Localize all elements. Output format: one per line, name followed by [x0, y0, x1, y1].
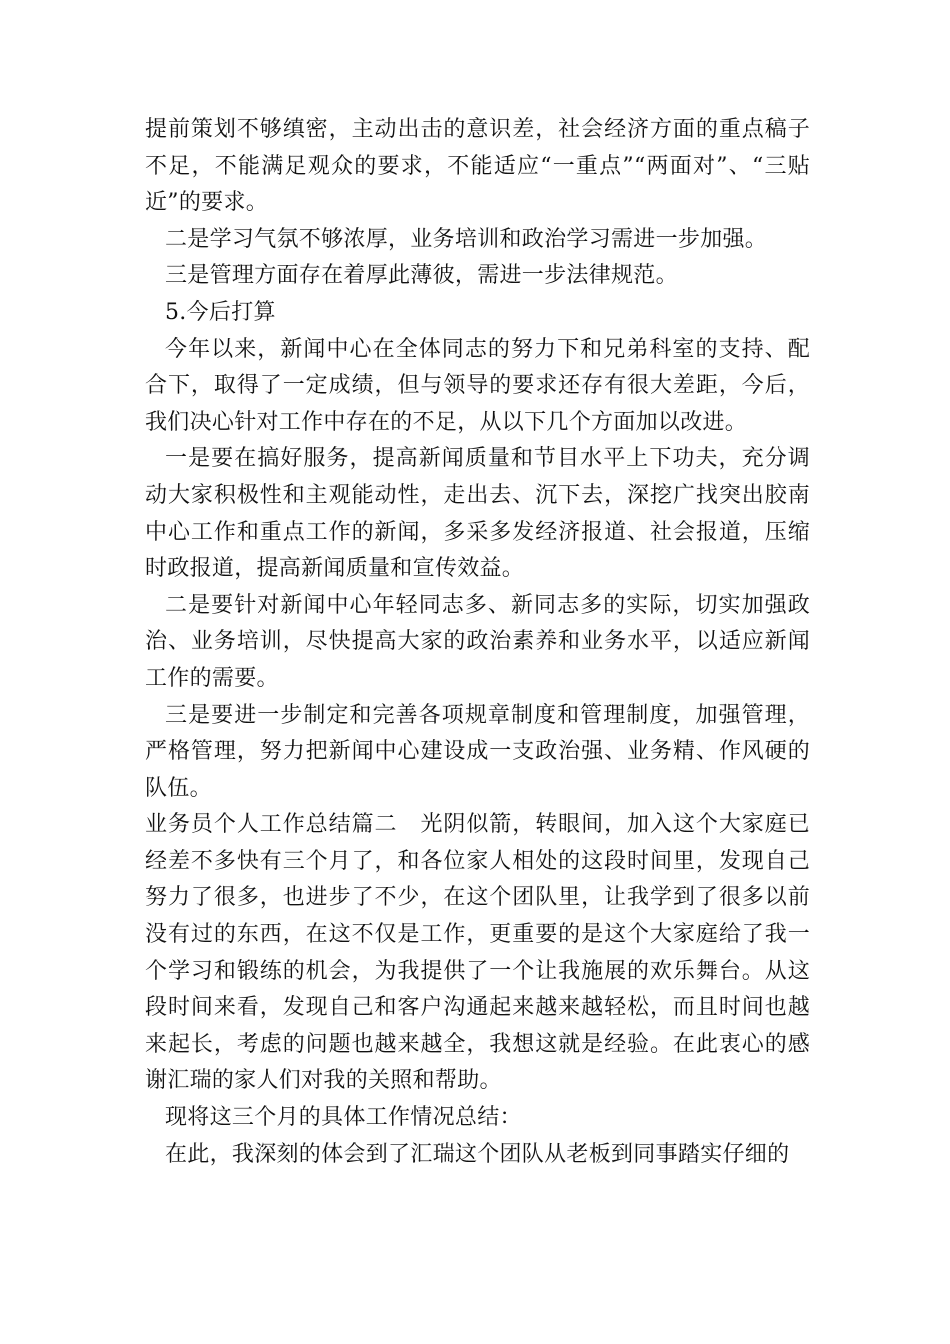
paragraph-problem-two: 二是学习气氛不够浓厚，业务培训和政治学习需进一步加强。 [165, 226, 768, 252]
document-page [145, 112, 810, 1173]
paragraph-plan-three: 三是要进一步制定和完善各项规章制度和管理制度，加强管理，严格管理，努力把新闻中心建设成一支政治强、业务精、作风硬的队伍。 [145, 702, 810, 801]
paragraph-problem-three: 三是管理方面存在着厚此薄彼，需进一步法律规范。 [165, 263, 678, 289]
paragraph-plan-two: 二是要针对新闻中心年轻同志多、新同志多的实际，切实加强政治、业务培训，尽快提高大家的政治素养和业务水平，以适应新闻工作的需要。 [145, 592, 810, 691]
section-heading-future-plans: 5.今后打算 [165, 299, 276, 325]
paragraph-problems-continued: 提前策划不够缜密，主动出击的意识差，社会经济方面的重点稿子不足，不能满足观众的要求，不能适应“一重点”“两面对”、“三贴近”的要求。 [145, 117, 810, 216]
paragraph-plan-one: 一是要在搞好服务，提高新闻质量和节目水平上下功夫，充分调动大家积极性和主观能动性，走出去、沉下去，深挖广找突出胶南中心工作和重点工作的新闻，多采多发经济报道、社会报道，压缩时政报道，提高新闻质量和宣传效益。 [145, 446, 810, 582]
paragraph-summary-lead: 现将这三个月的具体工作情况总结： [165, 1105, 522, 1131]
paragraph-reflection: 在此，我深刻的体会到了汇瑞这个团队从老板到同事踏实仔细的 [165, 1141, 790, 1167]
paragraph-future-intro: 今年以来，新闻中心在全体同志的努力下和兄弟科室的支持、配合下，取得了一定成绩，但与领导的要求还存有很大差距，今后，我们决心针对工作中存在的不足，从以下几个方面加以改进。 [145, 336, 810, 435]
paragraph-summary-part-two: 业务员个人工作总结篇二 光阴似箭，转眼间，加入这个大家庭已经差不多快有三个月了，和各位家人相处的这段时间里，发现自己努力了很多，也进步了不少，在这个团队里，让我学到了很多以前没有过的东西，在这不仅是工作，更重要的是这个大家庭给了我一个学习和锻练的机会，为我提供了一个让我施展的欢乐舞台。从这段时间来看，发现自己和客户沟通起来越来越轻松，而且时间也越来起长，考虑的问题也越来越全，我想这就是经验。在此衷心的感谢汇瑞的家人们对我的关照和帮助。 [145, 812, 810, 1094]
